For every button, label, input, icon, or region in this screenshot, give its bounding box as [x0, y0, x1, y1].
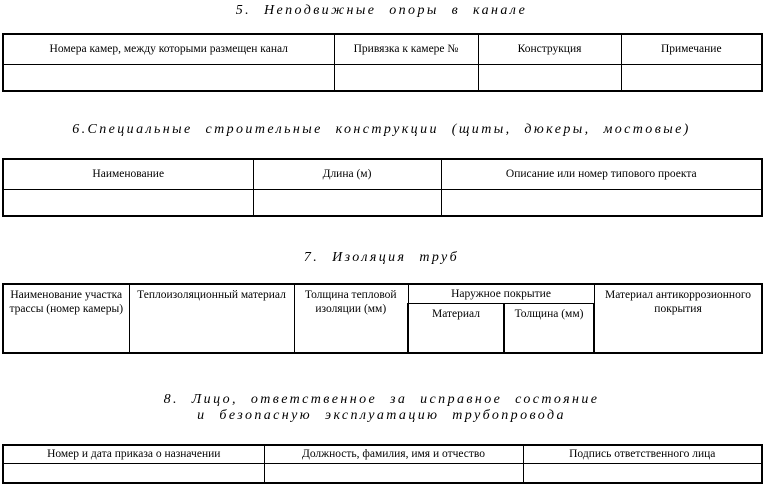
section8-title-line1: 8. Лицо, ответственное за исправное состояние: [163, 392, 600, 407]
col-header-note: Примечание: [621, 34, 762, 65]
table-header-row: [3, 445, 762, 464]
col-header-chamber-ref: Привязка к камере №: [334, 34, 478, 65]
col-header-route-section: Наименование участка трассы (номер камеры): [3, 284, 129, 353]
empty-cell: [3, 65, 334, 92]
fixed-supports-table: [2, 33, 763, 92]
section6-title: 6.Специальные строительные конструкции (щиты, дюкеры, мостовые): [72, 122, 691, 137]
col-header-anticorrosion-material: Материал антикоррозионного покрытия: [594, 284, 762, 353]
pipe-insulation-table: [2, 283, 763, 354]
table-row: [3, 190, 762, 217]
col-subheader-coating-thickness: Толщина (мм): [504, 304, 594, 354]
empty-cell: [3, 190, 253, 217]
empty-cell: [523, 464, 762, 484]
section7-title: 7. Изоляция труб: [303, 250, 460, 265]
empty-cell: [441, 190, 762, 217]
empty-cell: [478, 65, 621, 92]
empty-cell: [264, 464, 523, 484]
table-header-row: [3, 34, 762, 65]
table-row: [3, 65, 762, 92]
section5-title: 5. Неподвижные опоры в канале: [235, 3, 528, 18]
col-header-outer-coating-group: Наружное покрытие: [408, 284, 594, 304]
table-row: [3, 464, 762, 484]
special-structures-table: [2, 158, 763, 217]
col-header-chamber-numbers: Номера камер, между которыми размещен канал: [3, 34, 334, 65]
section8-title: [0, 392, 763, 424]
table-header-row: [3, 159, 762, 190]
col-header-position-name: Должность, фамилия, имя и отчество: [264, 445, 523, 464]
empty-cell: [253, 190, 441, 217]
col-header-name: Наименование: [3, 159, 253, 190]
col-header-insulation-material: Теплоизоляционный материал: [129, 284, 294, 353]
col-header-length: Длина (м): [253, 159, 441, 190]
col-header-order-number-date: Номер и дата приказа о назначении: [3, 445, 264, 464]
responsible-person-table: [2, 444, 763, 484]
col-subheader-coating-material: Материал: [408, 304, 504, 354]
empty-cell: [3, 464, 264, 484]
section8-title-line2: и безопасную эксплуатацию трубопровода: [197, 408, 566, 423]
empty-cell: [334, 65, 478, 92]
table-header-row: [3, 284, 762, 304]
col-header-insulation-thickness: Толщина тепловой изоляции (мм): [294, 284, 408, 353]
col-header-description: Описание или номер типового проекта: [441, 159, 762, 190]
empty-cell: [621, 65, 762, 92]
col-header-construction: Конструкция: [478, 34, 621, 65]
col-header-signature: Подпись ответственного лица: [523, 445, 762, 464]
